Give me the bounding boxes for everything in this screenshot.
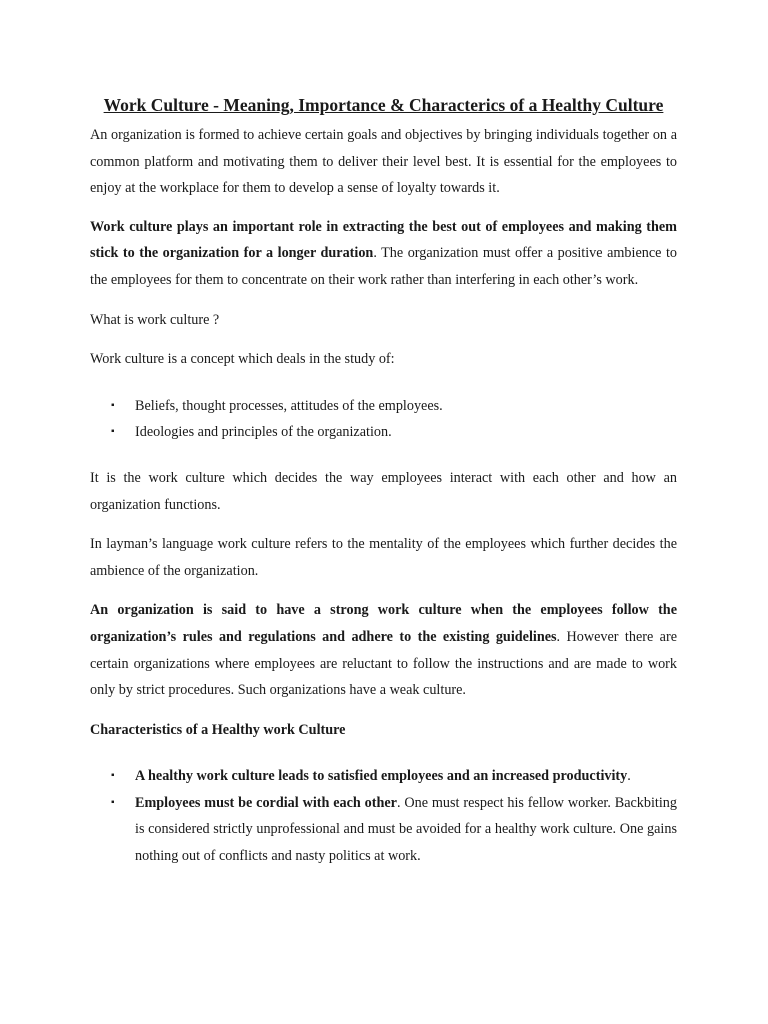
strong-culture-bold-text: An organization is said to have a strong work culture when the employees follow the organization’s rules and regulations and adhere to the existing guidelines <box>90 602 677 645</box>
list-item-text: . One must respect his fellow worker. Backbiting is considered strictly unprofessional and must be avoided for a healthy work culture. One gains nothing out of conflicts and nasty politics at work. <box>135 794 677 865</box>
strong-culture-text: . However there are certain organizations where employees are reluctant to follow the instructions and are made to work only by strict procedures. Such organizations have a weak culture. <box>90 628 677 699</box>
list-item <box>90 790 677 870</box>
list-item <box>90 763 677 790</box>
list-item <box>90 393 677 420</box>
list-item-bold-text: A healthy work culture leads to satisfied employees and an increased productivity <box>135 768 628 785</box>
decides-paragraph: It is the work culture which decides the way employees interact with each other and how an organization functions. <box>90 469 677 513</box>
importance-text: . The organization must offer a positive ambience to the employees for them to concentrate on their work rather than interfering in each other’s work. <box>90 245 677 288</box>
importance-bold-text: Work culture plays an important role in extracting the best out of employees and making them stick to the organization for a longer duration <box>90 218 677 262</box>
document-body <box>90 94 677 870</box>
list-item-text: Beliefs, thought processes, attitudes of the employees. <box>135 397 443 414</box>
square-bullet-icon: ▪ <box>111 796 115 808</box>
section-heading <box>90 717 677 744</box>
characteristics-list <box>90 763 677 869</box>
strong-culture-paragraph <box>90 597 677 703</box>
list-item <box>90 419 677 446</box>
intro-paragraph: An organization is formed to achieve certain goals and objectives by bringing individuals together on a common platform and motivating them to deliver their level best. It is essential for the employees to enjoy at the workplace for them to develop a sense of loyalty towards it. <box>90 127 677 197</box>
square-bullet-icon: ▪ <box>111 426 115 438</box>
layman-paragraph: In layman’s language work culture refers to the mentality of the employees which further decides the ambience of the organization. <box>90 536 677 579</box>
list-item-text: Ideologies and principles of the organization. <box>135 424 392 441</box>
section-heading-text: Characteristics of a Healthy work Culture <box>90 721 346 738</box>
list-item-bold-text: Employees must be cordial with each other <box>135 794 397 811</box>
square-bullet-icon: ▪ <box>111 770 115 782</box>
concept-paragraph: Work culture is a concept which deals in the study of: <box>90 351 395 368</box>
study-list <box>90 393 677 446</box>
document-title: Work Culture - Meaning, Importance & Characterics of a Healthy Culture <box>103 95 664 115</box>
list-item-text: . <box>627 768 631 785</box>
importance-paragraph <box>90 214 677 294</box>
square-bullet-icon: ▪ <box>111 399 115 411</box>
question-heading: What is work culture ? <box>90 311 220 328</box>
